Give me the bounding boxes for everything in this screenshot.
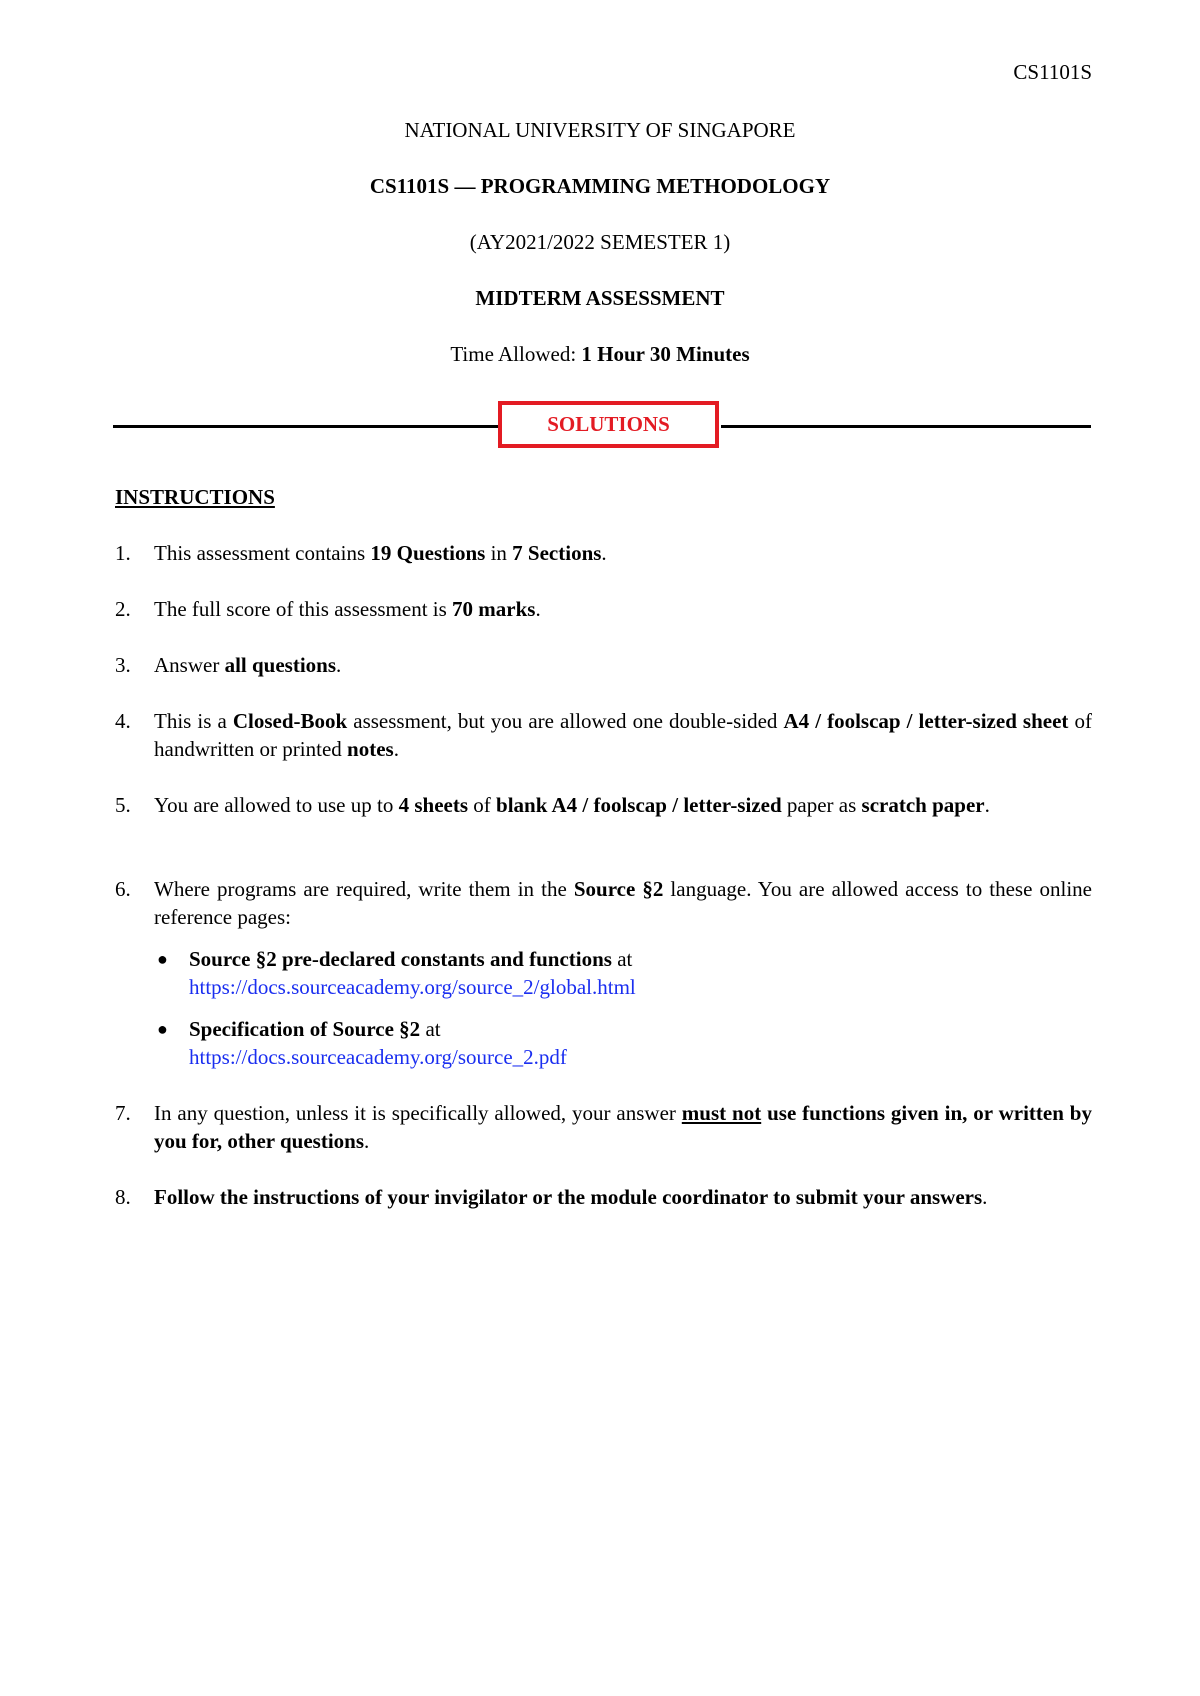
text-run-bold: 19 Questions (370, 541, 486, 565)
instruction-item-2 (115, 595, 1092, 623)
instruction-number: 2. (115, 597, 131, 621)
instruction-text (154, 595, 1092, 623)
page-header-course-code: CS1101S (1013, 60, 1092, 84)
semester-label: (AY2021/2022 SEMESTER 1) (469, 230, 731, 254)
university-name: NATIONAL UNIVERSITY OF SINGAPORE (404, 118, 796, 142)
text-run-bold: scratch paper (861, 793, 985, 817)
text-run: This assessment contains (154, 541, 371, 565)
text-run-bold: blank A4 / foolscap / letter-sized (496, 793, 782, 817)
text-run: You are allowed to use up to (154, 793, 399, 817)
instruction-number: 8. (115, 1185, 131, 1209)
instruction-number: 6. (115, 877, 131, 901)
instruction-item-7 (115, 1099, 1092, 1155)
text-run: The full score of this assessment is (154, 597, 453, 621)
divider-left (113, 425, 498, 428)
instruction-number: 1. (115, 541, 131, 565)
text-run: This is a (154, 709, 233, 733)
text-run-bold-underline: must not (681, 1101, 762, 1125)
text-run: in (485, 541, 513, 565)
course-title: CS1101S — PROGRAMMING METHODOLOGY (369, 174, 831, 198)
text-run: . (393, 737, 399, 761)
instruction-text (154, 791, 1092, 819)
instruction-text (154, 651, 1092, 679)
text-run: . (982, 1185, 988, 1209)
divider-right (721, 425, 1091, 428)
text-run-bold: 7 Sections (512, 541, 602, 565)
instructions-heading: INSTRUCTIONS (115, 485, 275, 509)
text-run: language. You are allowed access to these online reference pages: (154, 877, 1092, 929)
text-run: . (601, 541, 607, 565)
reference-link[interactable]: https://docs.sourceacademy.org/source_2/global.html (189, 975, 636, 999)
text-run: at (420, 1017, 441, 1041)
text-run-bold: use functions given in, or written by you for, other questions (154, 1101, 1092, 1153)
assessment-title: MIDTERM ASSESSMENT (475, 286, 725, 310)
time-allowed-value: 1 Hour 30 Minutes (581, 342, 750, 366)
bullet-dot-icon: ● (157, 949, 168, 969)
instruction-text (154, 1183, 1092, 1211)
reference-title: Source §2 pre-declared constants and functions (189, 947, 612, 971)
text-run-bold: 70 marks (452, 597, 536, 621)
text-run-bold: A4 / foolscap / letter-sized sheet (783, 709, 1069, 733)
text-run: Where programs are required, write them in the (154, 877, 574, 901)
instruction-number: 3. (115, 653, 131, 677)
text-run: . (984, 793, 990, 817)
time-allowed (0, 342, 1200, 367)
instruction-text (154, 707, 1092, 763)
bullet-dot-icon: ● (157, 1019, 168, 1039)
text-run: In any question, unless it is specifically allowed, your answer (154, 1101, 682, 1125)
reference-link[interactable]: https://docs.sourceacademy.org/source_2.pdf (189, 1045, 567, 1069)
text-run: of handwritten or printed (154, 709, 1092, 761)
text-run-bold: Follow the instructions of your invigilator or the module coordinator to submit your answers (154, 1185, 983, 1209)
reference-bullet-1 (155, 945, 1035, 1001)
instruction-number: 4. (115, 709, 131, 733)
text-run: at (611, 947, 633, 971)
instruction-item-6 (115, 875, 1092, 931)
reference-title: Specification of Source §2 (189, 1017, 421, 1041)
text-run-bold: Source §2 (573, 877, 664, 901)
text-run-bold: all questions (224, 653, 337, 677)
instruction-number: 5. (115, 793, 131, 817)
instruction-item-1 (115, 539, 1092, 567)
instruction-number: 7. (115, 1101, 131, 1125)
instruction-item-8 (115, 1183, 1092, 1211)
instruction-text (154, 539, 1092, 567)
instruction-text (154, 875, 1092, 931)
instruction-text (154, 1099, 1092, 1155)
text-run: Answer (154, 653, 225, 677)
text-run: paper as (781, 793, 862, 817)
text-run: . (364, 1129, 370, 1153)
instruction-item-4 (115, 707, 1092, 763)
solutions-badge: SOLUTIONS (498, 401, 719, 448)
text-run-bold: 4 sheets (398, 793, 469, 817)
reference-bullet-2 (155, 1015, 1035, 1071)
text-run: . (336, 653, 342, 677)
instruction-item-3 (115, 651, 1092, 679)
text-run: of (468, 793, 497, 817)
instruction-item-5 (115, 791, 1092, 819)
text-run: . (535, 597, 541, 621)
text-run: assessment, but you are allowed one double-sided (347, 709, 784, 733)
text-run-bold: Closed-Book (232, 709, 348, 733)
text-run-bold: notes (347, 737, 394, 761)
time-allowed-label: Time Allowed: (450, 342, 582, 366)
